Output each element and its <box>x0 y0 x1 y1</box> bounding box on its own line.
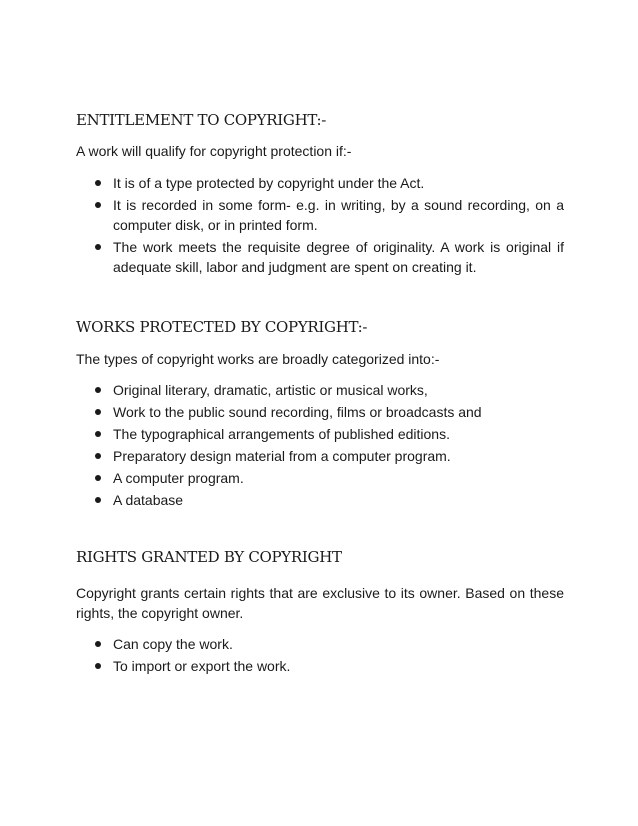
bullet-list-entitlement <box>76 173 564 279</box>
list-item <box>76 237 564 277</box>
section-heading-works-protected: WORKS PROTECTED BY COPYRIGHT:- <box>76 318 368 336</box>
list-item <box>76 634 564 654</box>
list-item-text: Can copy the work. <box>113 636 233 652</box>
bullet-icon <box>95 244 101 250</box>
list-item <box>76 195 564 235</box>
bullet-icon <box>95 409 101 415</box>
bullet-icon <box>95 663 101 669</box>
list-item-text: Preparatory design material from a computer program. <box>113 448 451 464</box>
bullet-icon <box>95 180 101 186</box>
list-item <box>76 656 564 676</box>
list-item <box>76 468 564 488</box>
list-item <box>76 446 564 466</box>
section-intro-rights-granted: Copyright grants certain rights that are exclusive to its owner. Based on these rights, the copyright owner. <box>76 585 564 621</box>
list-item <box>76 490 564 510</box>
list-item <box>76 402 564 422</box>
bullet-list-rights-granted <box>76 634 564 678</box>
list-item-text: It is of a type protected by copyright under the Act. <box>113 175 425 191</box>
list-item-text: The typographical arrangements of published editions. <box>113 426 450 442</box>
bullet-icon <box>95 641 101 647</box>
section-intro-works-protected: The types of copyright works are broadly categorized into:- <box>76 351 440 367</box>
list-item-text: It is recorded in some form- e.g. in writing, by a sound recording, on a computer disk, or in printed form. <box>113 197 564 233</box>
bullet-icon <box>95 387 101 393</box>
list-item-text: To import or export the work. <box>113 658 291 674</box>
section-heading-entitlement: ENTITLEMENT TO COPYRIGHT:- <box>76 111 327 129</box>
list-item-text: Work to the public sound recording, films or broadcasts and <box>113 404 482 420</box>
bullet-icon <box>95 497 101 503</box>
bullet-icon <box>95 453 101 459</box>
list-item <box>76 173 564 193</box>
section-heading-rights-granted: RIGHTS GRANTED BY COPYRIGHT <box>76 548 342 566</box>
bullet-list-works-protected <box>76 380 564 512</box>
list-item <box>76 424 564 444</box>
list-item <box>76 380 564 400</box>
list-item-text: A computer program. <box>113 470 244 486</box>
section-intro-entitlement: A work will qualify for copyright protection if:- <box>76 143 352 159</box>
list-item-text: Original literary, dramatic, artistic or musical works, <box>113 382 428 398</box>
bullet-icon <box>95 202 101 208</box>
list-item-text: The work meets the requisite degree of originality. A work is original if adequate skill, labor and judgment are spent on creating it. <box>113 239 564 275</box>
list-item-text: A database <box>113 492 184 508</box>
bullet-icon <box>95 475 101 481</box>
bullet-icon <box>95 431 101 437</box>
